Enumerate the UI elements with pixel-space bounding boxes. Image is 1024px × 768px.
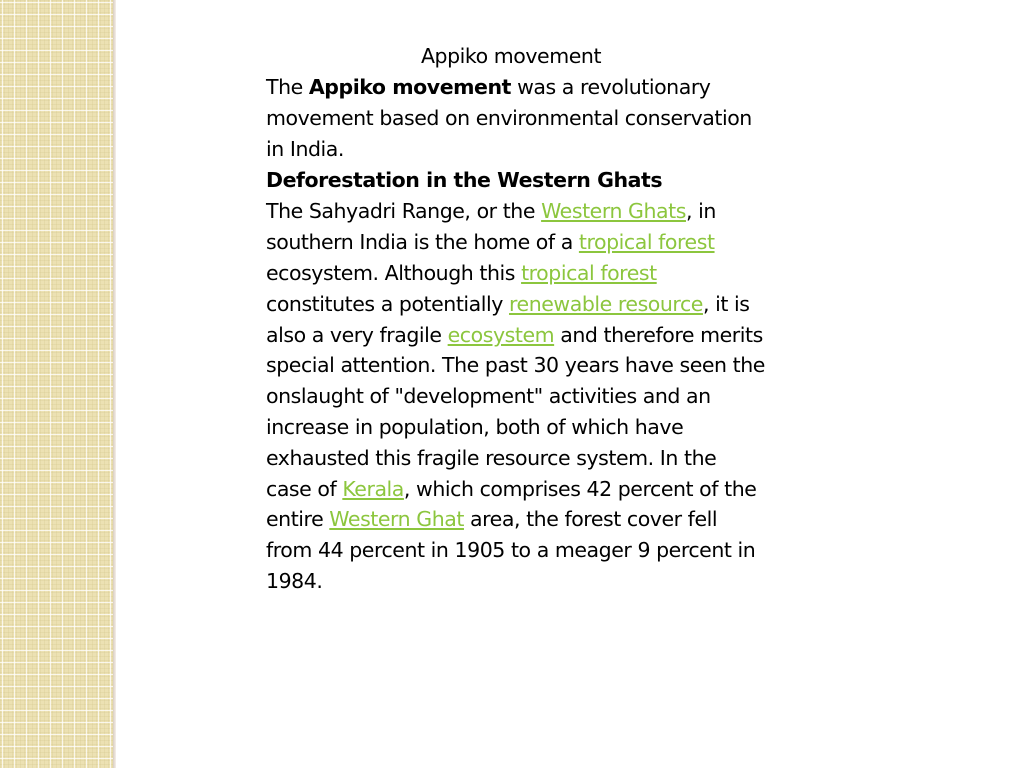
- slide-title: Appiko movement: [420, 44, 602, 68]
- intro-bold-term: Appiko movement: [308, 75, 512, 99]
- link-western-ghats[interactable]: Western Ghats: [541, 199, 686, 224]
- link-renewable-resource[interactable]: renewable resource: [509, 291, 703, 316]
- body-text: constitutes a potentially: [266, 291, 510, 316]
- link-tropical-forest-2[interactable]: tropical forest: [521, 260, 657, 285]
- body-paragraph: [266, 196, 766, 596]
- section-heading: Deforestation in the Western Ghats: [266, 168, 663, 193]
- intro-rest: was a revolutionary movement based on environmental conservation in India.: [266, 75, 752, 161]
- body-text: and therefore merits special attention. The past 30 years have seen the onslaught of "development" activities and an increase in population, both of which have exhausted this fragile resource system. In the case of: [266, 322, 765, 501]
- link-ecosystem[interactable]: ecosystem: [447, 322, 555, 347]
- body-text: ecosystem. Although this: [266, 260, 522, 285]
- link-kerala[interactable]: Kerala: [342, 476, 404, 501]
- intro-paragraph: [266, 72, 766, 164]
- strip-shadow-edge: [113, 0, 116, 768]
- body-text: area, the forest cover fell from 44 percent in 1905 to a meager 9 percent in 1984.: [266, 507, 756, 593]
- body-text: , it is also a very fragile: [266, 291, 750, 347]
- body-text: The Sahyadri Range, or the: [266, 199, 542, 224]
- slide-content: [266, 40, 766, 597]
- body-text: , in southern India is the home of a: [266, 199, 716, 255]
- link-tropical-forest[interactable]: tropical forest: [578, 230, 715, 255]
- intro-lead: The: [266, 75, 309, 99]
- decorative-side-strip: [0, 0, 113, 768]
- link-western-ghat[interactable]: Western Ghat: [329, 507, 464, 532]
- body-text: , which comprises 42 percent of the entire: [266, 476, 757, 532]
